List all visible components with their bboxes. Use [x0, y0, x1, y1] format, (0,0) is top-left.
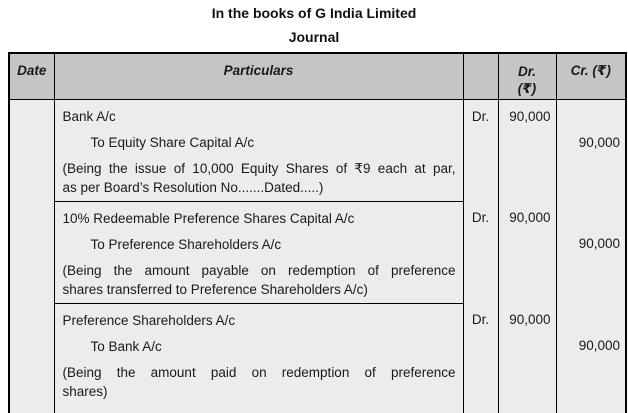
- particulars-cell: [54, 303, 463, 413]
- dr-amount-cell: 90,000: [498, 99, 556, 201]
- dr-label-cell: Dr.: [463, 201, 498, 303]
- dr-amount-cell: 90,000: [498, 201, 556, 303]
- dr-label-cell: Dr.: [463, 303, 498, 413]
- col-header-dr-label: Dr.: [517, 64, 536, 79]
- narration: [63, 363, 456, 401]
- narration-line: (Being the issue of 10,000 Equity Shares of ₹9 each at par,: [62, 160, 456, 176]
- col-header-dr: [498, 53, 556, 99]
- doc-subtitle: Journal: [288, 29, 340, 45]
- debit-account: 10% Redeemable Preference Shares Capital A/c: [62, 210, 355, 226]
- journal-header: [9, 53, 626, 99]
- debit-account: Preference Shareholders A/c: [62, 312, 236, 328]
- narration: [63, 159, 456, 197]
- col-header-particulars: Particulars: [54, 53, 463, 99]
- narration: [63, 261, 456, 299]
- cr-amount-cell: 90,000: [556, 99, 626, 201]
- narration-line: shares): [62, 383, 108, 399]
- credit-account: To Preference Shareholders A/c: [90, 236, 282, 252]
- col-header-posting: [463, 53, 498, 99]
- cr-amount-cell: 90,000: [556, 303, 626, 413]
- narration-line: (Being the amount paid on redemption of preference: [62, 364, 456, 380]
- particulars-cell: [54, 201, 463, 303]
- journal-body: [9, 99, 626, 413]
- col-header-cr: Cr. (₹): [556, 53, 626, 99]
- col-header-dr-currency: (₹): [517, 81, 537, 96]
- narration-line: as per Board’s Resolution No.......Dated.....): [62, 179, 324, 195]
- cr-amount-cell: 90,000: [556, 201, 626, 303]
- doc-title: In the books of G India Limited: [211, 5, 417, 21]
- dr-amount-cell: 90,000: [498, 303, 556, 413]
- narration-line: shares transferred to Preference Shareholders A/c): [62, 281, 368, 297]
- journal-entry-row-2: [9, 201, 626, 303]
- narration-line: (Being the amount payable on redemption of preference: [62, 262, 456, 278]
- particulars-cell: [54, 99, 463, 201]
- dr-label-cell: Dr.: [463, 99, 498, 201]
- journal-entry-row-3: [9, 303, 626, 413]
- debit-account: Bank A/c: [62, 108, 116, 124]
- journal-table: [8, 52, 627, 413]
- credit-account: To Bank A/c: [90, 338, 162, 354]
- credit-account: To Equity Share Capital A/c: [90, 134, 255, 150]
- col-header-date: Date: [9, 53, 54, 99]
- header-row: [9, 53, 626, 99]
- journal-entry-row-1: [9, 99, 626, 201]
- date-cell: [9, 99, 54, 413]
